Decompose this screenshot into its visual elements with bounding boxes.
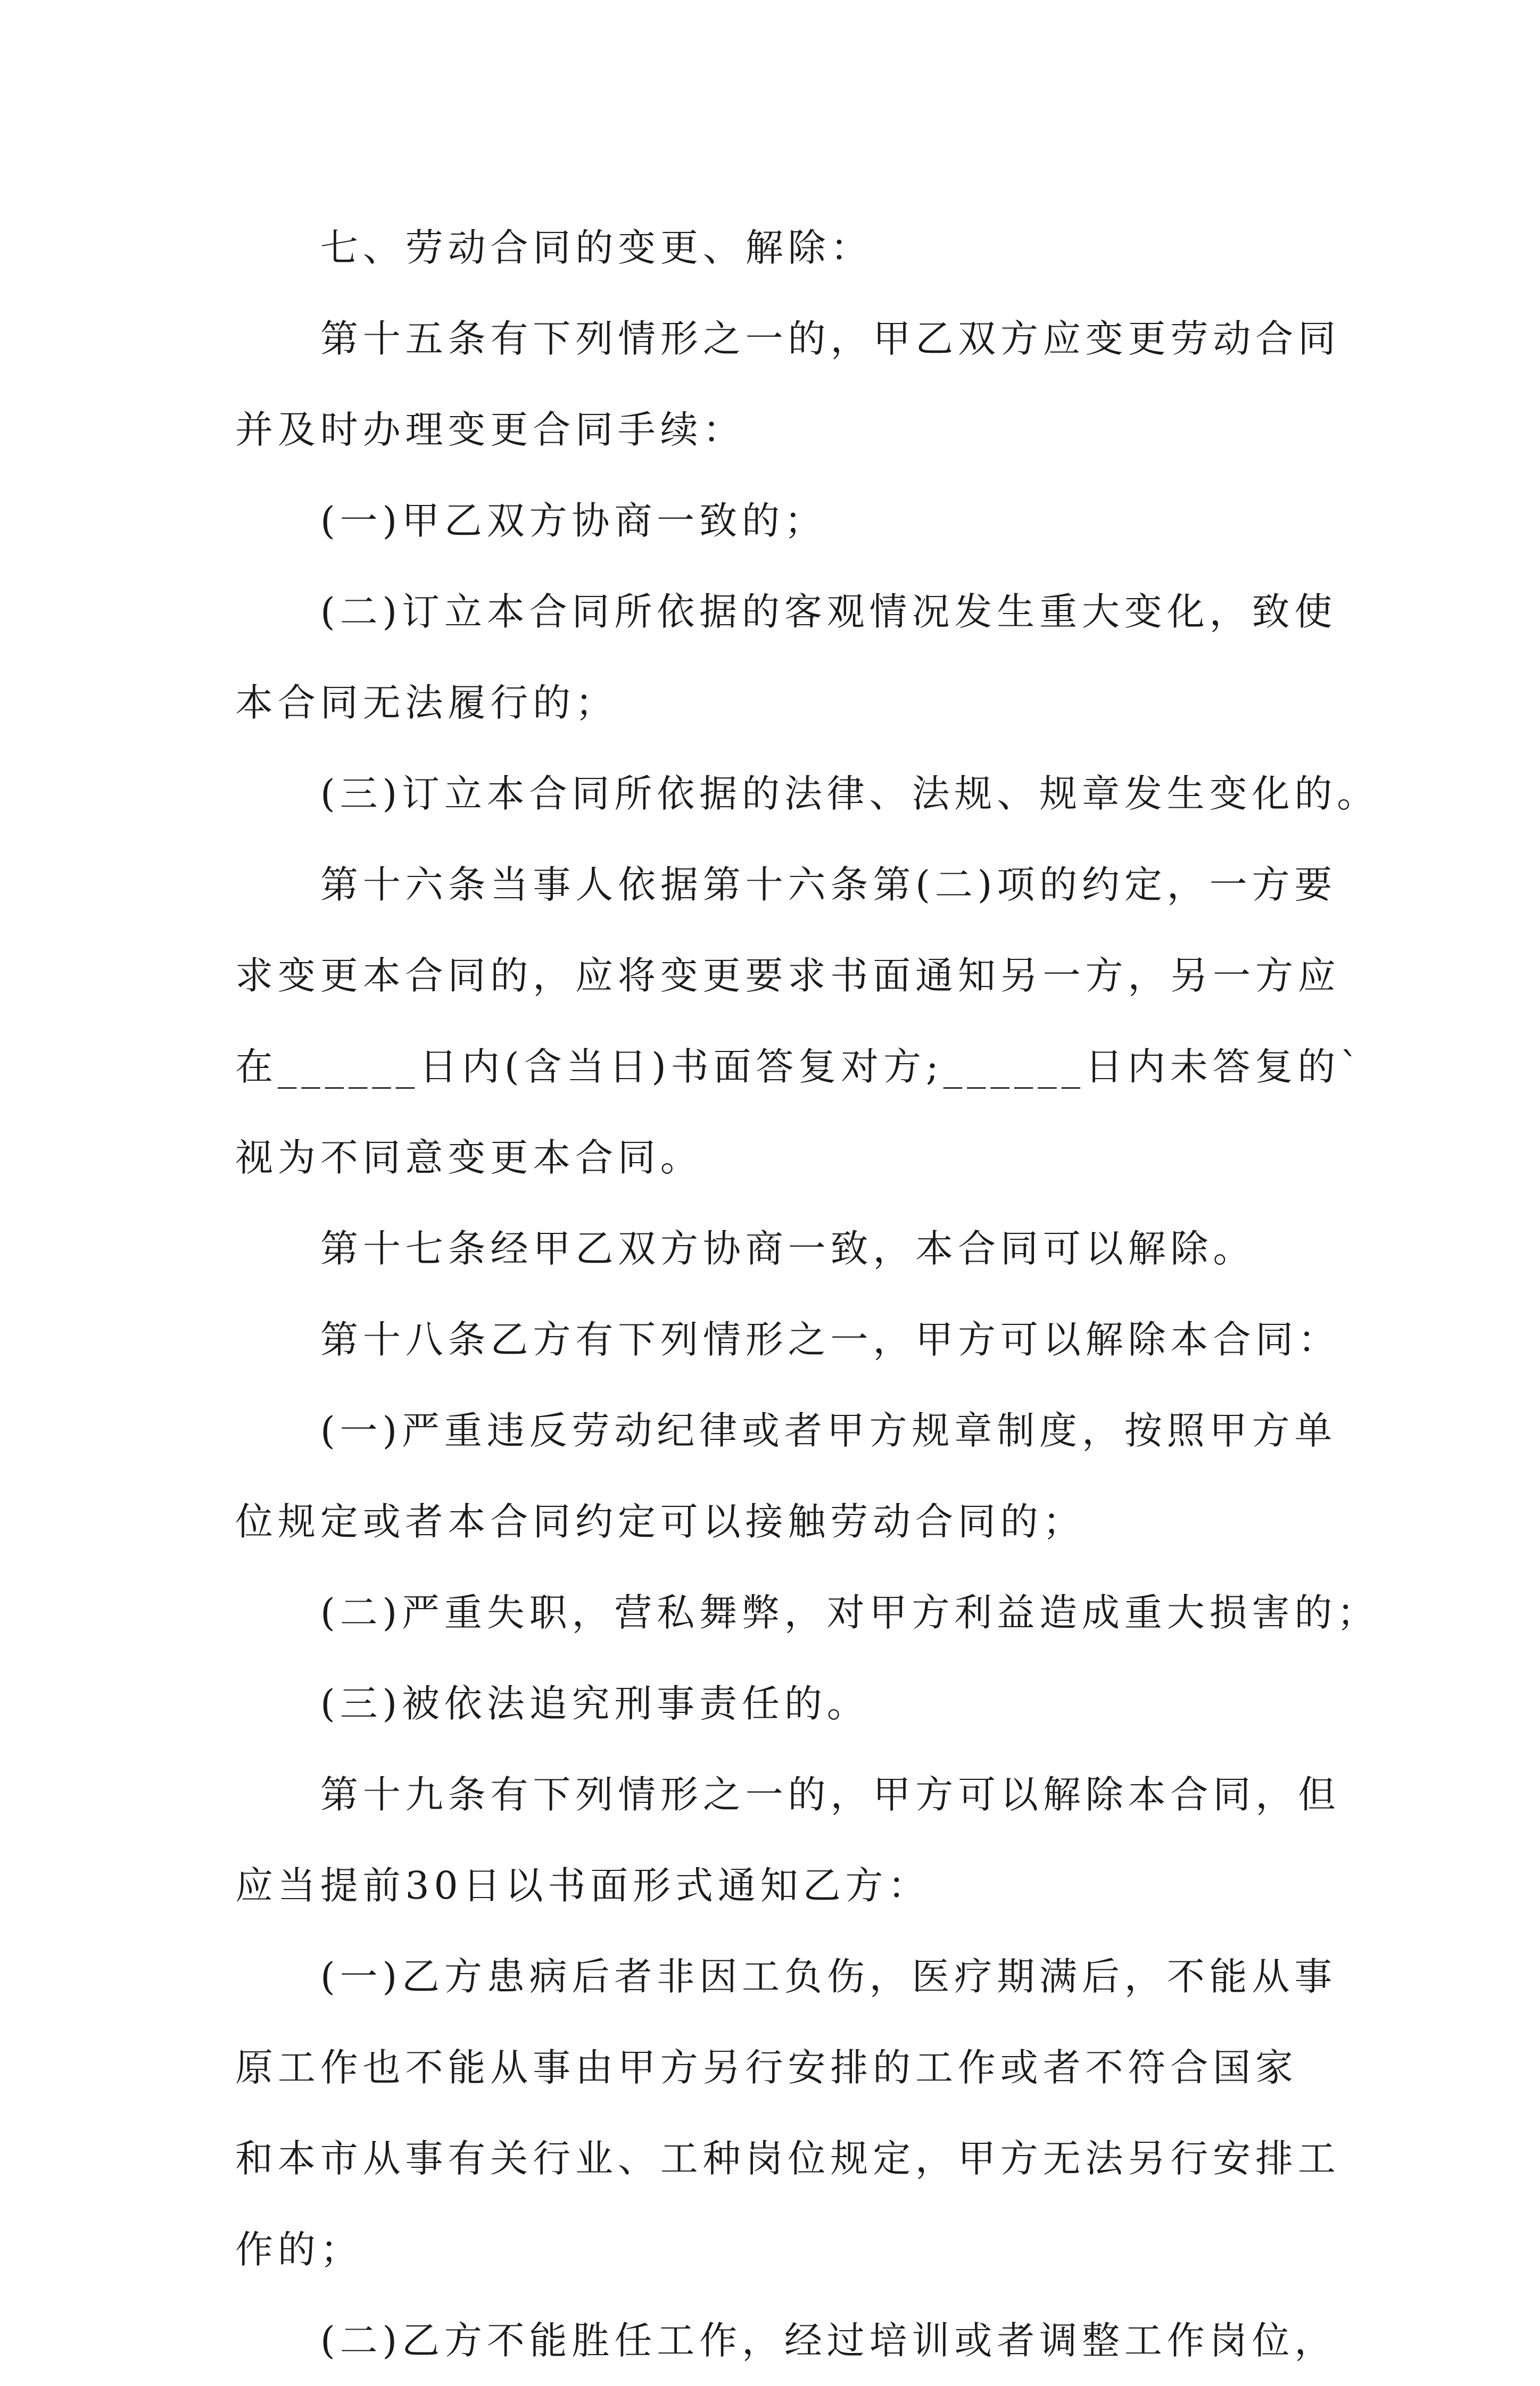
paragraph-line: 本合同无法履行的； [235, 681, 618, 725]
paragraph-line: (一)乙方患病后者非因工负伤，医疗期满后，不能从事 [320, 1954, 1337, 1999]
paragraph-line: 和本市从事有关行业、工种岗位规定，甲方无法另行安排工 [235, 2136, 1340, 2181]
paragraph-line: 第十六条当事人依据第十六条第(二)项的约定，一方要 [320, 863, 1337, 907]
paragraph-line: 位规定或者本合同约定可以接触劳动合同的； [235, 1499, 1086, 1544]
paragraph-line: (一)严重违反劳动纪律或者甲方规章制度，按照甲方单 [320, 1409, 1337, 1453]
paragraph-line: (二)乙方不能胜任工作，经过培训或者调整工作岗位， [320, 2318, 1337, 2363]
paragraph-line: (三)订立本合同所依据的法律、法规、规章发生变化的。 [320, 772, 1380, 816]
paragraph-line: (一)甲乙双方协商一致的； [320, 499, 827, 543]
paragraph-line: 第十五条有下列情形之一的，甲乙双方应变更劳动合同 [320, 317, 1341, 361]
paragraph-line: 求变更本合同的，应将变更要求书面通知另一方，另一方应 [235, 954, 1340, 998]
paragraph-line: 第十七条经甲乙双方协商一致，本合同可以解除。 [320, 1227, 1256, 1271]
paragraph-line: 并及时办理变更合同手续： [235, 408, 746, 452]
paragraph-line: 作的； [235, 2227, 363, 2272]
paragraph-line: 第十九条有下列情形之一的，甲方可以解除本合同，但 [320, 1772, 1341, 1817]
paragraph-line: (二)严重失职，营私舞弊，对甲方利益造成重大损害的； [320, 1590, 1380, 1635]
paragraph-line: 原工作也不能从事由甲方另行安排的工作或者不符合国家 [235, 2045, 1298, 2090]
section-heading: 七、劳动合同的变更、解除： [320, 226, 873, 270]
paragraph-line: (三)被依法追究刑事责任的。 [320, 1681, 870, 1726]
paragraph-line: 在______日内(含当日)书面答复对方;______日内未答复的` [235, 1045, 1364, 1089]
document-body [235, 202, 1380, 2386]
paragraph-line: 应当提前30日以书面形式通知乙方： [235, 1863, 931, 1908]
paragraph-line: 视为不同意变更本合同。 [235, 1136, 703, 1180]
paragraph-line: (二)订立本合同所依据的客观情况发生重大变化，致使 [320, 590, 1337, 634]
paragraph-line: 第十八条乙方有下列情形之一，甲方可以解除本合同： [320, 1318, 1341, 1362]
